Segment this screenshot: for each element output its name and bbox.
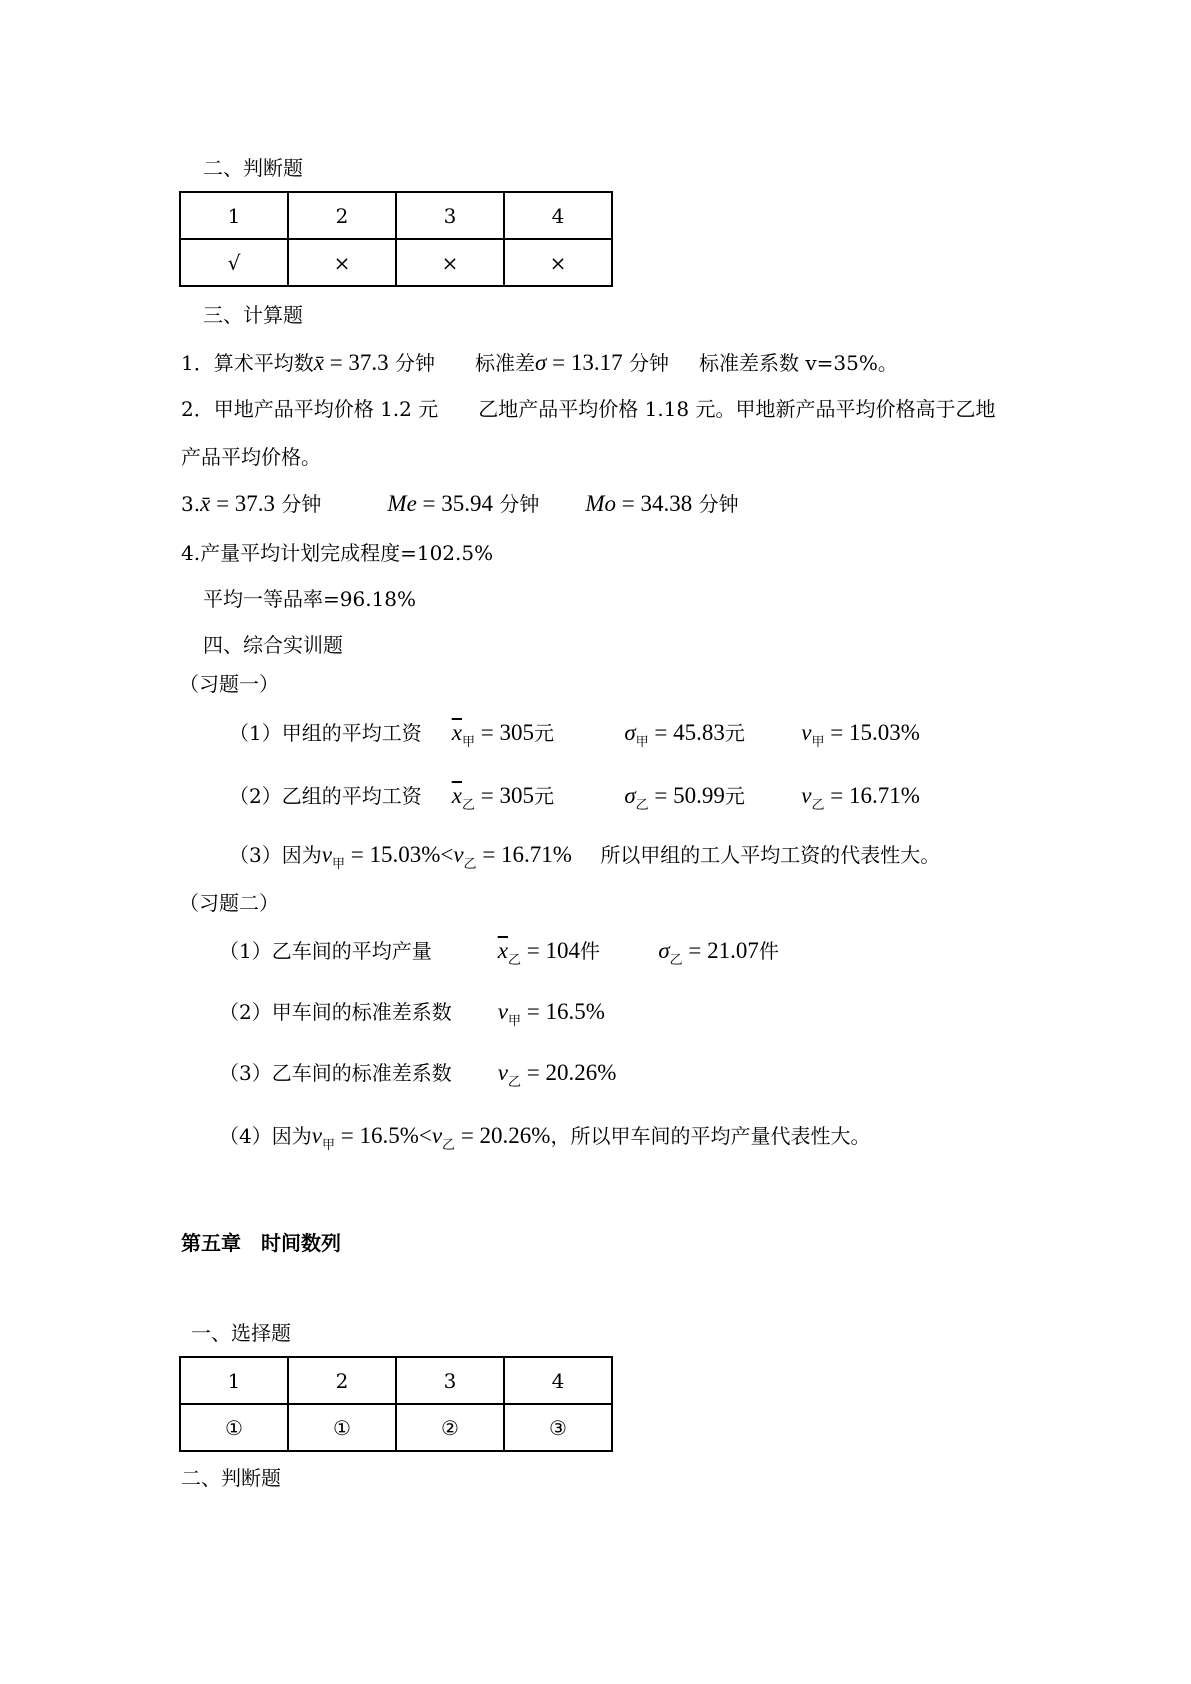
table-cell: √ xyxy=(180,239,288,286)
section-title-calculation: 三、计算题 xyxy=(203,303,303,327)
ex2-line-3: （3）乙车间的标准差系数 $v_乙 = 20.26\%$ xyxy=(219,1060,617,1090)
ex1-line-3: （3）因为$v_甲 = 15.03\%<v_乙 = 16.71\%$ 所以甲组的工人平均工资的代表性大。 xyxy=(229,842,941,872)
ex2-line-2: （2）甲车间的标准差系数 $v_甲 = 16.5\%$ xyxy=(219,999,605,1029)
chapter-title: 第五章 时间数列 xyxy=(181,1231,341,1255)
judgement-answer-table xyxy=(179,191,613,287)
table-cell: ① xyxy=(180,1404,288,1451)
table-row xyxy=(180,1404,612,1451)
table-cell: ② xyxy=(396,1404,504,1451)
calc-line-2-cont: 产品平均价格。 xyxy=(181,445,321,469)
calc-line-2: 2．甲地产品平均价格 1.2 元 乙地产品平均价格 1.18 元。甲地新产品平均价格高于乙地 xyxy=(181,397,996,421)
table-row xyxy=(180,239,612,286)
table-cell: ① xyxy=(288,1404,396,1451)
exercise-1-title: （习题一） xyxy=(179,672,279,696)
calc-line-3: 3.x̄ = 37.3 分钟 Me = 35.94 分钟 Mo = 34.38 分钟 xyxy=(181,491,739,516)
table-cell: 3 xyxy=(396,1357,504,1404)
exercise-2-title: （习题二） xyxy=(179,891,279,915)
ex2-line-4: （4）因为$v_甲 = 16.5\%<v_乙 = 20.26\%$，所以甲车间的平均产量代表性大。 xyxy=(219,1123,871,1153)
section-title-judgement-ch5: 二、判断题 xyxy=(181,1466,281,1490)
table-cell: × xyxy=(288,239,396,286)
ex1-line-2: （2）乙组的平均工资 $\overline{x}_乙 = 305$元 $\sigma_乙 = 50.99$元 $v_乙 = 16.71\%$ xyxy=(229,783,920,813)
ex2-line-1: （1）乙车间的平均产量 $\overline{x}_乙 = 104$件 $\sigma_乙 = 21.07$件 xyxy=(219,938,779,968)
table-cell: 1 xyxy=(180,1357,288,1404)
section-title-practice: 四、综合实训题 xyxy=(203,633,343,657)
calc-line-4: 4.产量平均计划完成程度=102.5% xyxy=(181,541,494,565)
section-title-judgement: 二、判断题 xyxy=(203,156,303,180)
table-cell: 4 xyxy=(504,1357,612,1404)
table-row xyxy=(180,192,612,239)
choice-answer-table xyxy=(179,1356,613,1452)
table-cell: × xyxy=(504,239,612,286)
table-cell: × xyxy=(396,239,504,286)
table-cell: 4 xyxy=(504,192,612,239)
table-cell: 2 xyxy=(288,1357,396,1404)
table-cell: 3 xyxy=(396,192,504,239)
table-row xyxy=(180,1357,612,1404)
calc-line-4-cont: 平均一等品率=96.18% xyxy=(203,587,417,611)
table-cell: 2 xyxy=(288,192,396,239)
calc-line-1: 1．算术平均数x̄ = 37.3 分钟 标准差σ = 13.17 分钟 标准差系数 v=35%。 xyxy=(181,350,898,375)
table-cell: 1 xyxy=(180,192,288,239)
table-cell: ③ xyxy=(504,1404,612,1451)
ex1-line-1: （1）甲组的平均工资 $\overline{x}_甲 = 305$元 $\sigma_甲 = 45.83$元 $v_甲 = 15.03\%$ xyxy=(229,720,920,750)
section-title-choice: 一、选择题 xyxy=(191,1321,291,1345)
